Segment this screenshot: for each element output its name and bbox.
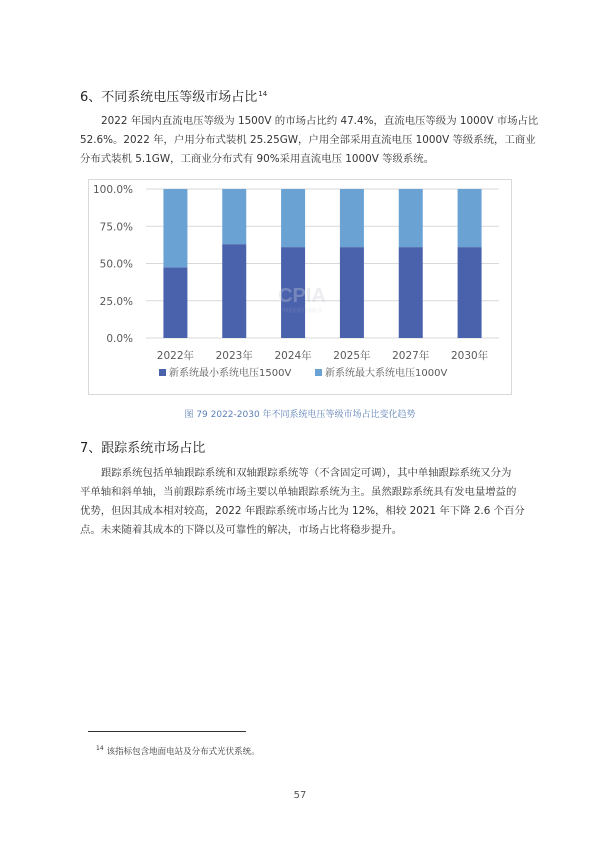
bar-1500v xyxy=(458,247,482,338)
bar-1000v xyxy=(222,189,246,244)
section-6-title: 6、不同系统电压等级市场占比 xyxy=(80,90,258,105)
chart-legend xyxy=(159,366,447,379)
x-tick-label: 2023年 xyxy=(215,350,253,362)
section-7-title: 7、跟踪系统市场占比 xyxy=(80,441,206,456)
section-7-paragraph xyxy=(80,464,525,540)
paragraph-line: 点。未来随着其成本的下降以及可靠性的解决，市场占比将稳步提升。 xyxy=(80,524,403,536)
footnote-mark: 14 xyxy=(96,745,104,753)
paragraph-line: 优势，但因其成本相对较高，2022 年跟踪系统市场占比为 12%，相较 2021 年下降 2.6 个百分 xyxy=(80,505,525,517)
voltage-share-chart xyxy=(88,179,512,395)
x-tick-label: 2030年 xyxy=(450,350,489,362)
chart-canvas xyxy=(89,180,511,394)
bar-1500v xyxy=(399,247,423,338)
footnote-divider xyxy=(88,731,246,732)
section-6-heading xyxy=(80,86,267,105)
paragraph-line: 2022 年国内直流电压等级为 1500V 的市场占比约 47.4%，直流电压等级为 1000V 市场占比 xyxy=(101,115,539,127)
bar-1000v xyxy=(281,189,305,247)
x-tick-label: 2024年 xyxy=(274,350,312,362)
legend-swatch xyxy=(315,369,322,376)
bar-1500v xyxy=(340,247,364,338)
y-tick-label: 75.0% xyxy=(99,221,133,234)
legend-swatch xyxy=(159,369,166,376)
paragraph-line: 平单轴和斜单轴，当前跟踪系统市场主要以单轴跟踪系统为主。虽然跟踪系统具有发电量增益的 xyxy=(80,486,517,498)
bar-1000v xyxy=(340,189,364,247)
y-tick-label: 100.0% xyxy=(92,184,133,196)
y-tick-label: 50.0% xyxy=(99,258,133,271)
y-tick-label: 25.0% xyxy=(99,295,133,308)
footnote xyxy=(96,745,260,757)
paragraph-line: 52.6%。2022 年，户用分布式装机 25.25GW，户用全部采用直流电压 1000V 等级系统，工商业 xyxy=(80,134,536,146)
bar-1500v xyxy=(163,267,187,338)
paragraph-line: 跟踪系统包括单轴跟踪系统和双轴跟踪系统等（不含固定可调），其中单轴跟踪系统又分为 xyxy=(101,467,512,479)
chart-gridlines xyxy=(146,189,499,338)
y-tick-label: 0.0% xyxy=(106,333,133,345)
section-6-paragraph xyxy=(80,112,539,169)
bar-1000v xyxy=(458,189,482,247)
page-number: 57 xyxy=(293,790,307,801)
legend-label: 新系统最小系统电压1500V xyxy=(169,368,292,379)
x-tick-label: 2022年 xyxy=(156,350,195,362)
watermark-logo: CPIA xyxy=(278,285,326,307)
watermark-subtext: 中国光伏行业协会 xyxy=(281,308,323,314)
footnote-text: 该指标包含地面电站及分布式光伏系统。 xyxy=(106,747,260,757)
x-tick-label: 2025年 xyxy=(333,350,371,362)
paragraph-line: 分布式装机 5.1GW，工商业分布式有 90%采用直流电压 1000V 等级系统。 xyxy=(80,153,435,165)
y-axis-ticks xyxy=(93,184,133,345)
figure-caption: 图 79 2022-2030 年不同系统电压等级市场占比变化趋势 xyxy=(184,410,416,420)
x-axis-ticks xyxy=(157,349,489,362)
x-tick-label: 2027年 xyxy=(392,350,430,362)
legend-label: 新系统最大系统电压1000V xyxy=(325,368,448,379)
cpia-watermark xyxy=(278,285,326,314)
bar-1500v xyxy=(222,244,246,338)
bar-1000v xyxy=(163,189,187,267)
bar-1000v xyxy=(399,189,423,247)
section-7-heading xyxy=(80,437,205,456)
footnote-reference[interactable]: 14 xyxy=(258,89,268,98)
